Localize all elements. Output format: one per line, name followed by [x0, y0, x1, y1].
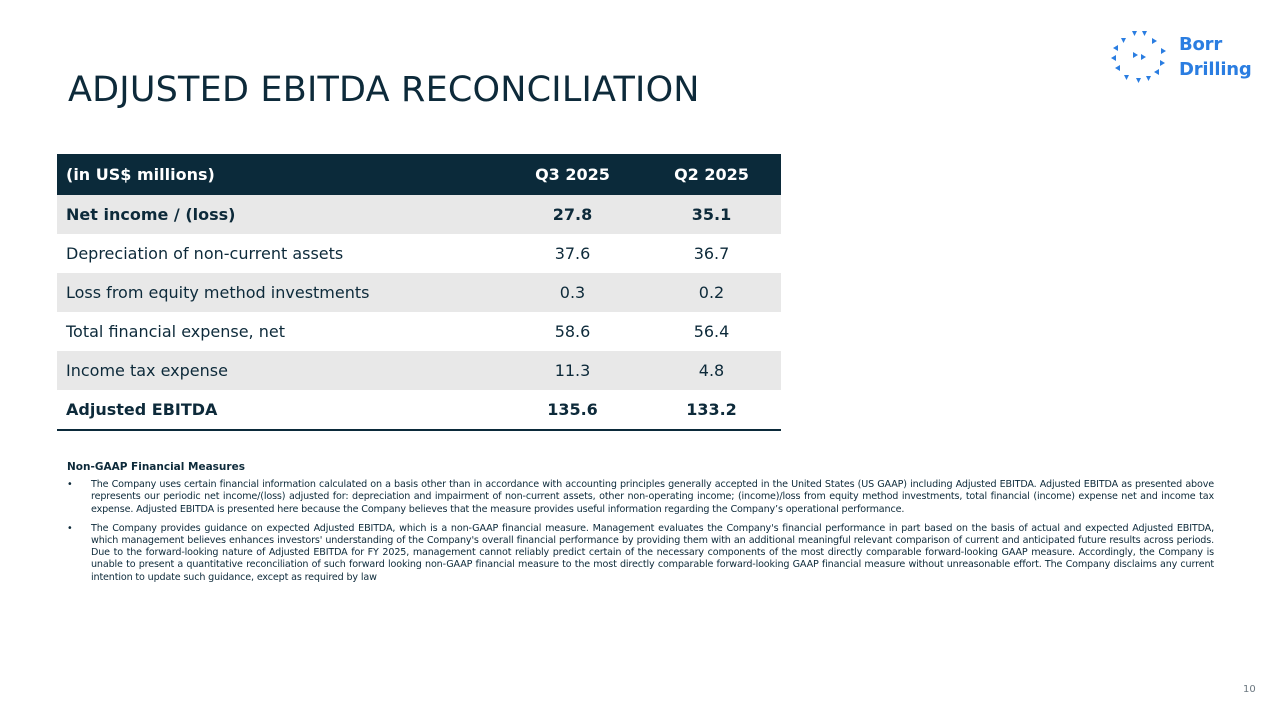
notes-bullet: • The Company provides guidance on expected Adjusted EBITDA, which is a non-GAAP financial measure. Management evaluates the Company's financial performance in part based on the basis of actual and expected Adjusted EBITDA, which management believes enhances investors' understanding of the Company's overall financial performance by providing them with an additional meaningful relevant comparison of current and anticipated future results across periods. Due to the forward-looking nature of Adjusted EBITDA for FY 2025, management cannot reliably predict certain of the necessary components of the most directly comparable forward-looking GAAP measure. Accordingly, the Company is unable to present a quantitative reconciliation of such forward looking non-GAAP financial measure to the most directly comparable forward-looking GAAP financial measure without unreasonable effort. The Company disclaims any current intention to update such guidance, except as required by law	[67, 523, 1214, 584]
notes-heading: Non-GAAP Financial Measures	[67, 461, 245, 473]
reconciliation-table	[57, 154, 781, 431]
table-row-total	[57, 390, 781, 430]
page-number: 10	[1243, 684, 1256, 695]
notes-bullet: • The Company uses certain financial information calculated on a basis other than in accordance with accounting principles generally accepted in the United States (US GAAP) including Adjusted EBITDA. Adjusted EBITDA as presented above represents our periodic net income/(loss) adjusted for: depreciation and impairment of non-current assets, other non-operating income; (income)/loss from equity method investments, total financial (income) expense net and income tax expense. Adjusted EBITDA is presented here because the Company believes that the measure provides useful information regarding the Company’s operational performance.	[67, 479, 1214, 516]
table-row	[57, 234, 781, 273]
row-label: Adjusted EBITDA	[66, 400, 218, 419]
row-q2-value: 4.8	[698, 361, 725, 380]
header-q2-2025: Q2 2025	[674, 165, 749, 184]
row-label: Net income / (loss)	[66, 205, 236, 224]
header-q3-2025: Q3 2025	[535, 165, 610, 184]
table-header-row	[57, 154, 781, 195]
table-row	[57, 351, 781, 390]
table-row	[57, 312, 781, 351]
row-q2-value: 0.2	[698, 283, 725, 302]
header-units: (in US$ millions)	[66, 165, 215, 184]
row-q3-value: 135.6	[547, 400, 598, 419]
logo-wordmark	[1179, 32, 1252, 82]
table-row	[57, 273, 781, 312]
table-row	[57, 195, 781, 234]
logo-word-drilling: Drilling	[1179, 59, 1252, 80]
logo-word-borr: Borr	[1179, 34, 1223, 55]
row-label: Income tax expense	[66, 361, 228, 380]
row-q2-value: 56.4	[693, 322, 730, 341]
page-title: ADJUSTED EBITDA RECONCILIATION	[68, 70, 700, 110]
row-q3-value: 11.3	[554, 361, 591, 380]
row-label: Loss from equity method investments	[66, 283, 370, 302]
row-q2-value: 35.1	[691, 205, 732, 224]
row-q3-value: 0.3	[559, 283, 586, 302]
non-gaap-notes	[67, 461, 1214, 591]
row-q3-value: 58.6	[554, 322, 591, 341]
row-label: Depreciation of non-current assets	[66, 244, 344, 263]
notes-list	[67, 479, 1214, 584]
row-q3-value: 27.8	[552, 205, 593, 224]
row-q2-value: 36.7	[693, 244, 730, 263]
borr-drilling-logo-icon	[1108, 28, 1168, 86]
row-q2-value: 133.2	[686, 400, 737, 419]
row-q3-value: 37.6	[554, 244, 591, 263]
row-label: Total financial expense, net	[66, 322, 285, 341]
company-logo	[1108, 28, 1258, 86]
